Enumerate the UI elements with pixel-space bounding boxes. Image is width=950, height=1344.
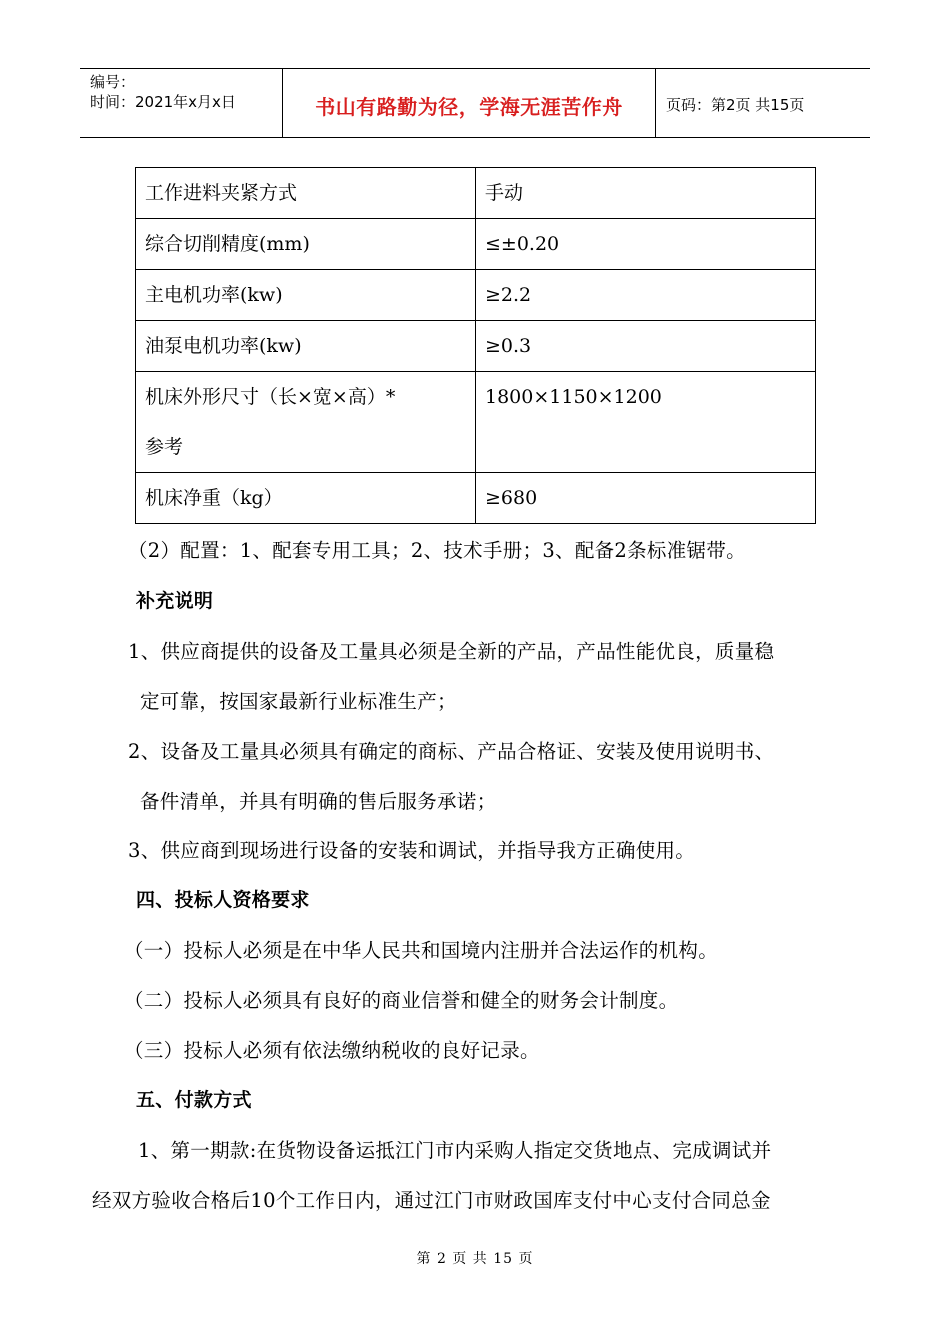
spec-value: 手动 bbox=[476, 168, 816, 219]
header-motto: 书山有路勤为径，学海无涯苦作舟 bbox=[315, 95, 623, 119]
spec-key: 机床净重（kg） bbox=[136, 473, 476, 524]
table-row bbox=[136, 219, 816, 270]
qualification-item-3: （三）投标人必须有依法缴纳税收的良好记录。 bbox=[124, 1039, 540, 1062]
supplement-item-1-line-1: 1、供应商提供的设备及工量具必须是全新的产品，产品性能优良，质量稳 bbox=[128, 640, 775, 663]
supplement-item-1-line-2: 定可靠，按国家最新行业标准生产； bbox=[140, 690, 457, 713]
document-number-label: 编号： bbox=[90, 73, 136, 91]
spec-key-line: 机床外形尺寸（长×宽×高）* bbox=[145, 386, 396, 408]
table-row bbox=[136, 321, 816, 372]
header-page-number: 页码：第2页 共15页 bbox=[666, 96, 805, 114]
table-row bbox=[136, 270, 816, 321]
supplement-item-2-line-2: 备件清单，并具有明确的售后服务承诺； bbox=[140, 790, 497, 813]
spec-key: 主电机功率(kw) bbox=[136, 270, 476, 321]
supplement-item-2-line-1: 2、设备及工量具必须具有确定的商标、产品合格证、安装及使用说明书、 bbox=[128, 740, 775, 763]
spec-table bbox=[135, 167, 816, 524]
page-footer: 第 2 页 共 15 页 bbox=[416, 1251, 534, 1267]
table-row bbox=[136, 372, 816, 473]
section-5-heading: 五、付款方式 bbox=[136, 1089, 252, 1111]
config-paragraph: （2）配置：1、配套专用工具；2、技术手册；3、配备2条标准锯带。 bbox=[128, 539, 746, 562]
page-header bbox=[80, 68, 870, 138]
spec-value: ≥0.3 bbox=[476, 321, 816, 372]
qualification-item-2: （二）投标人必须具有良好的商业信誉和健全的财务会计制度。 bbox=[124, 989, 679, 1012]
table-row bbox=[136, 473, 816, 524]
qualification-item-1: （一）投标人必须是在中华人民共和国境内注册并合法运作的机构。 bbox=[124, 939, 719, 962]
spec-value: ≤±0.20 bbox=[476, 219, 816, 270]
spec-key: 综合切削精度(mm) bbox=[136, 219, 476, 270]
document-time-label: 时间：2021年x月x日 bbox=[90, 93, 236, 111]
header-page-cell bbox=[656, 69, 870, 137]
spec-key: 油泵电机功率(kw) bbox=[136, 321, 476, 372]
payment-line-1: 1、第一期款:在货物设备运抵江门市内采购人指定交货地点、完成调试并 bbox=[138, 1139, 772, 1162]
header-info bbox=[80, 69, 282, 137]
spec-value: ≥2.2 bbox=[476, 270, 816, 321]
spec-key: 工作进料夹紧方式 bbox=[136, 168, 476, 219]
table-row bbox=[136, 168, 816, 219]
spec-value: 1800×1150×1200 bbox=[476, 372, 816, 473]
supplement-heading: 补充说明 bbox=[136, 590, 214, 612]
spec-key-line: 参考 bbox=[145, 436, 184, 458]
header-motto-cell bbox=[282, 69, 656, 137]
spec-value: ≥680 bbox=[476, 473, 816, 524]
payment-line-2: 经双方验收合格后10个工作日内，通过江门市财政国库支付中心支付合同总金 bbox=[92, 1189, 771, 1212]
section-4-heading: 四、投标人资格要求 bbox=[136, 889, 310, 911]
supplement-item-3: 3、供应商到现场进行设备的安装和调试，并指导我方正确使用。 bbox=[128, 839, 696, 862]
spec-key bbox=[136, 372, 476, 473]
